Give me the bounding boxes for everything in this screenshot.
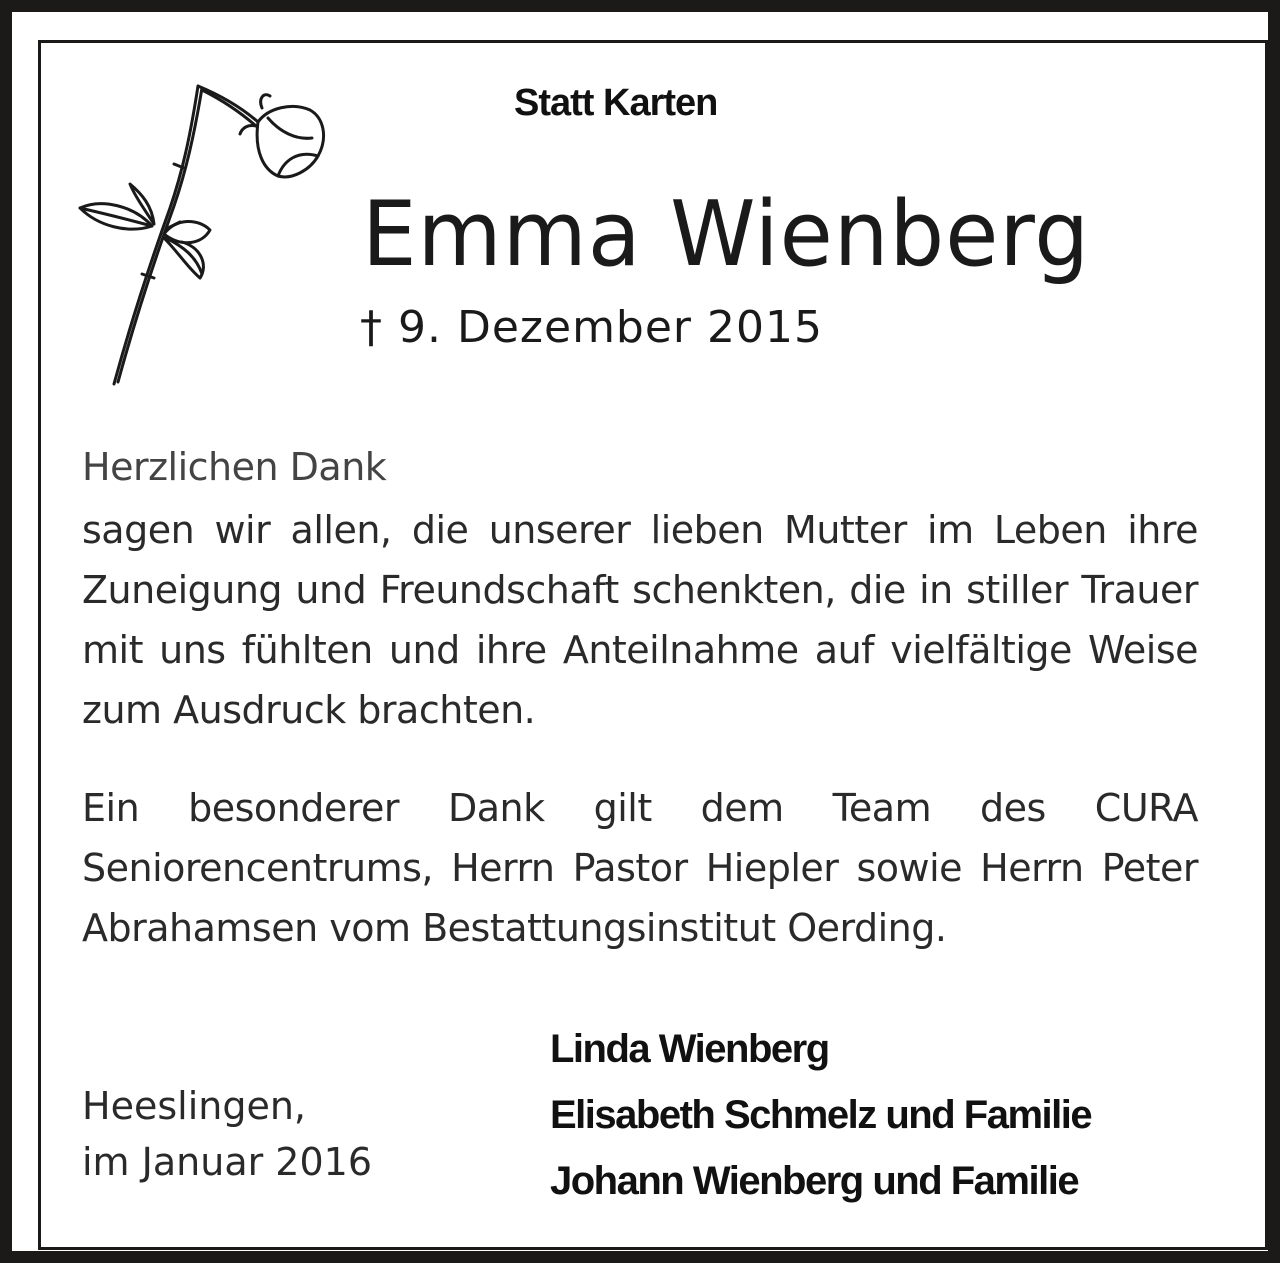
notice-header: Statt Karten — [514, 82, 718, 124]
signatory: Elisabeth Schmelz und Familie — [550, 1093, 1092, 1137]
place-date-block — [82, 1078, 372, 1190]
thanks-paragraph: sagen wir allen, die unserer lieben Mutter im Leben ihre Zuneigung und Freundschaft schenkten, die in stiller Trauer mit uns fühlten und ihre Anteilnahme auf vielfältige Weise zum Ausdruck brachten. — [82, 508, 1198, 732]
signatories — [550, 1016, 1091, 1214]
death-date: † 9. Dezember 2015 — [360, 302, 823, 353]
signatory: Linda Wienberg — [550, 1027, 829, 1071]
rose-icon — [72, 78, 332, 390]
notice-date: im Januar 2016 — [82, 1140, 373, 1184]
special-thanks-paragraph: Ein besonderer Dank gilt dem Team des CURA Seniorencentrums, Herrn Pastor Hiepler sowie Herrn Peter Abrahamsen vom Bestattungsinstitut Oerding. — [82, 786, 1198, 950]
thanks-heading: Herzlichen Dank — [82, 445, 387, 489]
place: Heeslingen, — [82, 1084, 306, 1128]
deceased-name: Emma Wienberg — [362, 182, 1091, 287]
signatory: Johann Wienberg und Familie — [550, 1159, 1079, 1203]
